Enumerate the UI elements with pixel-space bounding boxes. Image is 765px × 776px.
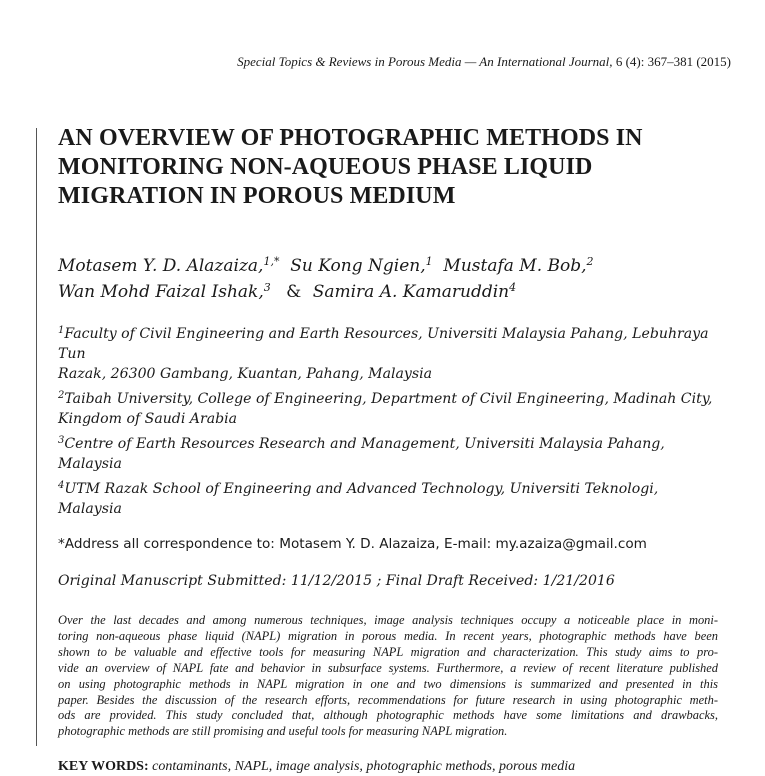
- affiliation-item: [58, 479, 718, 519]
- affiliation-item: [58, 434, 718, 474]
- abstract-line: paper. Besides the discussion of the research efforts, recommendations for future research in using photographic meth-: [58, 692, 718, 707]
- author-line: [58, 279, 718, 305]
- affiliation-list: [58, 324, 718, 519]
- affiliation-item: [58, 389, 718, 429]
- abstract-line: shown to be valuable and effective tools for measuring NAPL migration and characterization. This study aims to pro-: [58, 644, 718, 659]
- keywords-label: KEY WORDS:: [58, 759, 149, 775]
- correspondence-address: *Address all correspondence to: Motasem Y. D. Alazaiza, E-mail: my.azaiza@gmail.com: [58, 536, 647, 552]
- journal-header: [180, 54, 731, 70]
- affiliation-number: 2: [58, 390, 65, 401]
- left-margin-rule: [36, 128, 37, 746]
- affiliation-number: 1: [58, 325, 65, 336]
- journal-citation: 6 (4): 367–381 (2015): [615, 54, 731, 69]
- abstract-line: Over the last decades and among numerous techniques, image analysis techniques occupy a noticeable place in moni-: [58, 613, 718, 627]
- affiliation-text: Faculty of Civil Engineering and Earth Resources, Universiti Malaysia Pahang, Lebuhraya Tun: [58, 326, 709, 362]
- paper-front-matter: [58, 124, 718, 776]
- paper-title: [58, 124, 718, 211]
- author-name: Su Kong Ngien,: [290, 256, 426, 276]
- author-name: Wan Mohd Faizal Ishak,: [58, 282, 264, 302]
- author-conjunction: &: [286, 282, 302, 302]
- affiliation-item: [58, 324, 718, 384]
- affiliation-text: UTM Razak School of Engineering and Advanced Technology, Universiti Teknologi, Malaysia: [58, 481, 659, 517]
- abstract-line: ods are provided. This study concluded that, although photographic methods have some limitations and drawbacks,: [58, 708, 718, 723]
- author-line: [58, 253, 718, 279]
- affiliation-text: Kingdom of Saudi Arabia: [58, 411, 238, 427]
- title-line: MIGRATION IN POROUS MEDIUM: [58, 183, 456, 209]
- author-affiliation-mark: 2: [586, 255, 594, 268]
- affiliation-number: 3: [58, 435, 65, 446]
- title-line: AN OVERVIEW OF PHOTOGRAPHIC METHODS IN: [58, 125, 643, 151]
- abstract-line: toring non-aqueous phase liquid (NAPL) migration in porous media. In recent years, photographic methods have been: [58, 628, 718, 643]
- abstract: [58, 613, 718, 740]
- abstract-line: vide an overview of NAPL fate and behavior in subsurface systems. Furthermore, a review of recent literature published: [58, 660, 718, 675]
- author-name: Motasem Y. D. Alazaiza,: [58, 256, 264, 276]
- affiliation-text: Centre of Earth Resources Research and Management, Universiti Malaysia Pahang, Malaysia: [58, 436, 665, 472]
- author-affiliation-mark: 1: [425, 255, 433, 268]
- journal-name: Special Topics & Reviews in Porous Media — An International Journal,: [237, 54, 613, 69]
- title-line: MONITORING NON-AQUEOUS PHASE LIQUID: [58, 154, 593, 180]
- keywords-list: contaminants, NAPL, image analysis, photographic methods, porous media: [152, 759, 576, 775]
- affiliation-text: Razak, 26300 Gambang, Kuantan, Pahang, Malaysia: [58, 366, 433, 382]
- author-list: [58, 253, 718, 305]
- abstract-line: on using photographic methods in NAPL migration in one and two dimensions is summarized and presented in this: [58, 676, 718, 691]
- author-affiliation-mark: 3: [263, 281, 271, 294]
- abstract-line: photographic methods are still promising and useful tools for measuring NAPL migration.: [58, 724, 508, 739]
- keywords: [58, 758, 718, 776]
- manuscript-dates: Original Manuscript Submitted: 11/12/2015 ; Final Draft Received: 1/21/2016: [58, 573, 615, 589]
- author-affiliation-mark: 1,*: [263, 255, 280, 268]
- affiliation-text: Taibah University, College of Engineering, Department of Civil Engineering, Madinah City,: [64, 391, 713, 407]
- author-name: Samira A. Kamaruddin: [312, 282, 510, 302]
- author-name: Mustafa M. Bob,: [443, 256, 587, 276]
- author-affiliation-mark: 4: [509, 281, 517, 294]
- affiliation-number: 4: [58, 480, 65, 491]
